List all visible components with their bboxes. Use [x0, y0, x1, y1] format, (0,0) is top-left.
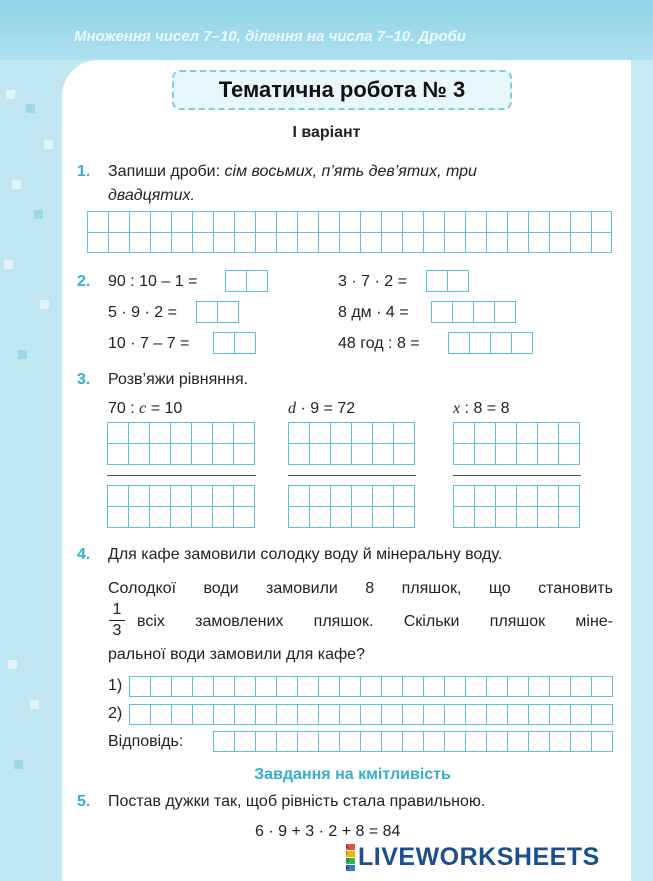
fraction-denominator: 3 [112, 622, 122, 639]
task-1-text [108, 161, 613, 183]
equation-3-var: x [453, 400, 461, 417]
task-4-fraction [109, 601, 125, 640]
equation-3-grid-bottom[interactable] [453, 485, 580, 528]
decorative-side-pattern [0, 60, 62, 881]
equation-2-after: · 9 = 72 [296, 400, 356, 417]
task-2-answer-3[interactable] [213, 332, 256, 354]
task-2-number: 2. [77, 273, 91, 290]
task-2-expr-6: 48 год : 8 = [338, 335, 420, 352]
logo-text: LIVEWORKSHEETS [358, 842, 600, 871]
task-1-text-italic-b: двадцятих. [108, 187, 195, 204]
task-5-number: 5. [77, 793, 91, 810]
task-4-answer-boxes[interactable] [213, 731, 613, 752]
task-4-line-2: Солодкої води замовили 8 пляшок, що становить [108, 580, 613, 597]
equation-1-before: 70 : [108, 400, 140, 417]
task-4-line-1: Для кафе замовили солодку воду й мінеральну воду. [108, 546, 503, 563]
worksheet-page [62, 60, 631, 881]
task-4-line-3: всіх замовлених пляшок. Скільки пляшок міне- [137, 613, 613, 630]
task-3-text: Розв’яжи рівняння. [108, 371, 249, 388]
task-5-equation: 6 · 9 + 3 · 2 + 8 = 84 [255, 823, 401, 840]
equation-3 [453, 398, 509, 420]
equation-2-grid-bottom[interactable] [288, 485, 415, 528]
task-4-number: 4. [77, 546, 91, 563]
fraction-bar [109, 620, 125, 621]
task-4-answer-label: Відповідь: [108, 733, 184, 750]
section-title: Завдання на кмітливість [254, 766, 451, 783]
task-2-expr-1: 90 : 10 – 1 = [108, 273, 198, 290]
chapter-subtitle: Множення чисел 7–10, ділення на числа 7–10. Дроби [74, 28, 467, 45]
task-1-text-plain: Запиши дроби: [108, 163, 225, 180]
task-4-step-1-label: 1) [108, 677, 123, 694]
logo-mark-icon [346, 843, 355, 871]
task-2-answer-5[interactable] [431, 301, 516, 323]
task-2-answer-1[interactable] [225, 270, 268, 292]
equation-1-grid-top[interactable] [107, 422, 255, 465]
logo-letter-3: V [346, 858, 355, 864]
logo-letter-1: L [346, 844, 355, 850]
task-1-number: 1. [77, 163, 91, 180]
equation-1-grid-bottom[interactable] [107, 485, 255, 528]
task-1-text-italic-a: сім восьмих, п’ять дев’ятих, три [224, 163, 477, 180]
equation-2 [288, 398, 355, 420]
task-2-answer-6[interactable] [448, 332, 533, 354]
task-2-answer-4[interactable] [426, 270, 469, 292]
equation-1-after: = 10 [146, 400, 183, 417]
task-2-expr-5: 8 дм · 4 = [338, 304, 409, 321]
equation-2-divider [288, 475, 416, 476]
decorative-right-edge [631, 60, 653, 881]
task-2-expr-2: 5 · 9 · 2 = [108, 304, 177, 321]
equation-2-grid-top[interactable] [288, 422, 415, 465]
task-3-number: 3. [77, 371, 91, 388]
equation-2-var: d [288, 400, 296, 417]
logo-letter-2: I [346, 851, 355, 857]
task-2-answer-2[interactable] [196, 301, 239, 323]
task-4-step-2-boxes[interactable] [129, 704, 613, 725]
task-5-text: Постав дужки так, щоб рівність стала правильною. [108, 793, 486, 810]
page-title: Тематична робота № 3 [172, 70, 512, 110]
equation-3-grid-top[interactable] [453, 422, 580, 465]
logo-letter-4: E [346, 865, 355, 871]
task-4-step-1-boxes[interactable] [129, 676, 613, 697]
equation-3-after: : 8 = 8 [460, 400, 510, 417]
variant-label: I варіант [292, 124, 361, 141]
task-4-step-2-label: 2) [108, 705, 123, 722]
liveworksheets-logo [346, 843, 600, 871]
equation-3-divider [453, 475, 581, 476]
equation-1-divider [107, 475, 256, 476]
task-2-expr-3: 10 · 7 – 7 = [108, 335, 190, 352]
equation-1 [108, 398, 182, 420]
task-1-answer-grid[interactable] [87, 211, 612, 253]
equation-1-var: c [139, 400, 147, 417]
fraction-numerator: 1 [112, 601, 122, 618]
task-2-expr-4: 3 · 7 · 2 = [338, 273, 407, 290]
task-4-line-4: ральної води замовили для кафе? [108, 646, 365, 663]
